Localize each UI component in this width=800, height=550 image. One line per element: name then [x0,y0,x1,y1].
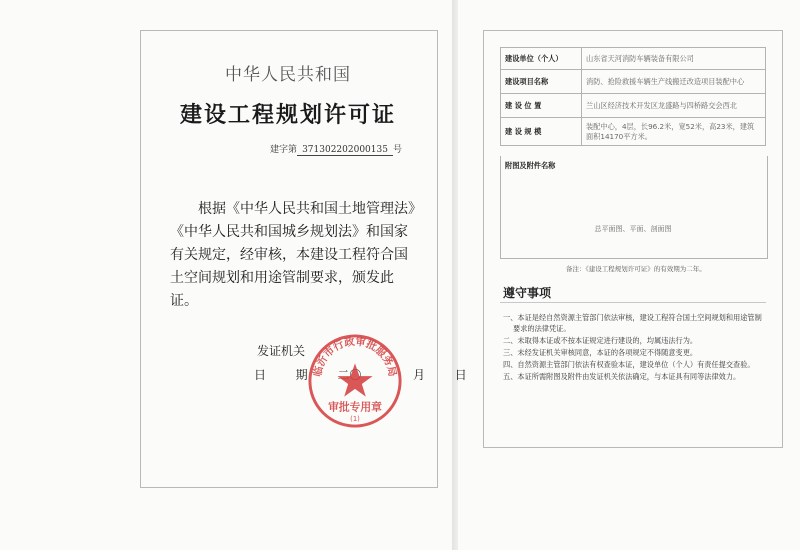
date-year: 二〇 [337,368,362,382]
seal-star-icon [337,363,372,396]
date-label-2: 期 [295,368,308,382]
list-item: 二、未取得本证或不按本证规定进行建设的，均属违法行为。 [503,336,698,345]
rules-title: 遵守事项 [503,286,552,300]
row-value: 兰山区经济技术开发区龙盛路与四桥路交会西北 [582,94,766,118]
permit-number-suffix: 号 [393,145,403,155]
row-label: 建 设 位 置 [501,94,582,118]
date-month-label: 月 [413,368,426,382]
row-value: 消防、抢险救援车辆生产线搬迁改造项目装配中心 [582,70,766,94]
row-value: 山东省天河消防车辆装备有限公司 [582,48,766,70]
attachments-box [500,156,768,259]
permit-number-prefix: 建字第 [270,145,298,155]
rules-divider [500,302,766,303]
seal-ring-text: 临沂市行政审批服务局 [311,335,399,378]
certificate-title: 建设工程规划许可证 [179,103,396,128]
permit-number-line [270,142,402,156]
list-item: 三、未经发证机关审核同意，本证的各项规定不得随意变更。 [503,348,698,357]
seal-center-text: 审批专用章 [328,400,382,414]
attachments-value: 总平面图、平面、剖面图 [594,225,672,233]
certificate-body: 根据《中华人民共和国土地管理法》《中华人民共和国城乡规划法》和国家有关规定，经审核，本建设工程符合国土空间规划和用途管制要求，颁发此证。 [170,201,415,309]
row-label: 建设单位（个人） [501,48,582,70]
row-value: 装配中心，4层，长96.2米，宽52米，高23米，建筑面积14170平方米。 [582,118,766,146]
list-item: 五、本证所需附图及附件由发证机关依法确定，与本证具有同等法律效力。 [503,372,741,381]
row-label: 建设项目名称 [501,70,582,94]
permit-number: 371302202000135 [297,145,393,156]
rules-list [503,312,765,383]
table-row [501,118,766,146]
table-row [501,48,766,70]
seal-code: (1) [350,415,360,424]
issuer-label: 发证机关 [257,344,306,358]
date-day-label: 日 [454,368,467,382]
details-table [500,47,766,146]
page-fold [452,0,458,550]
list-item: 一、本证是经自然资源主管部门依法审核，建设工程符合国土空间规划和用途管制要求的法律凭证。 [503,313,762,333]
date-label-1: 日 [254,368,267,382]
table-row [501,94,766,118]
table-row [501,70,766,94]
validity-note: 备注：《建设工程规划许可证》的有效期为二年。 [566,265,706,273]
list-item: 四、自然资源主管部门依法有权查验本证，建设单位（个人）有责任提交查验。 [503,360,755,369]
country-heading: 中华人民共和国 [225,65,351,85]
official-seal [306,332,404,430]
row-label: 建 设 规 模 [501,118,582,146]
attachments-label: 附图及附件名称 [505,161,556,170]
